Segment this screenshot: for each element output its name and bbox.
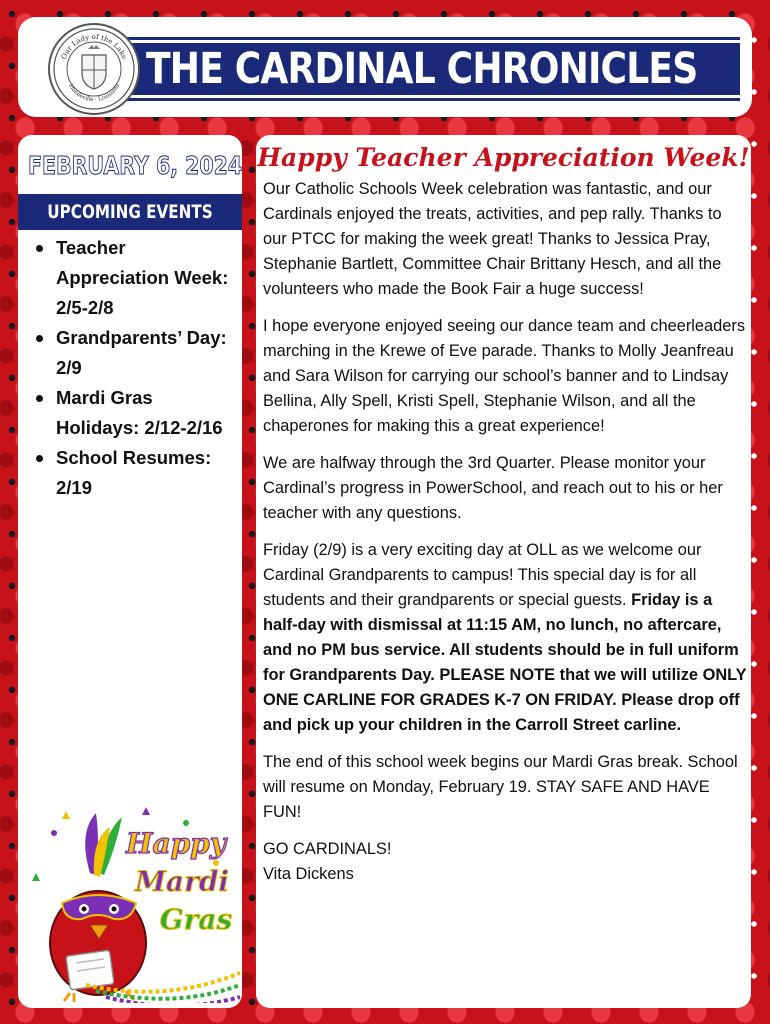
signature: Vita Dickens <box>263 865 354 883</box>
masthead-stripe-bottom <box>78 98 740 101</box>
mardi-text-happy: Happy <box>125 827 227 860</box>
event-item: Grandparents’ Day: 2/9 <box>34 323 238 383</box>
event-item: Mardi Gras Holidays: 2/12-2/16 <box>34 383 238 443</box>
closing-block <box>263 837 747 887</box>
closing-line: GO CARDINALS! <box>263 840 392 858</box>
paragraph-third-quarter: We are halfway through the 3rd Quarter. Please monitor your Cardinal’s progress in PowerSchool, and reach out to his or her teacher with any questions. <box>263 454 723 522</box>
main-article <box>256 135 751 1008</box>
seal-emblem-icon <box>50 25 138 113</box>
sidebar-panel <box>18 135 242 1008</box>
mardi-gras-cardinal-illustration <box>26 803 242 1003</box>
paragraph-grandparents-day <box>263 538 747 738</box>
newsletter-title: THE CARDINAL CHRONICLES <box>146 44 698 94</box>
seal-text-top: Our Lady of the Lake <box>59 32 129 61</box>
paragraph-mardi-gras-break: The end of this school week begins our Mardi Gras break. School will resume on Monday, February 19. STAY SAFE AND HAVE FUN! <box>263 753 738 821</box>
events-heading: UPCOMING EVENTS <box>47 201 213 223</box>
paragraph-catholic-schools-week: Our Catholic Schools Week celebration was fantastic, and our Cardinals enjoyed the treats, activities, and pep rally. Thanks to our PTCC for making the week great! Thanks to Jessica Pray, Stephanie Bartlett, Committee Chair Brittany Hesch, and all the volunteers who made the Book Fair a huge success! <box>263 180 722 298</box>
school-seal-logo <box>48 23 140 115</box>
grandparents-day-intro: Friday (2/9) is a very exciting day at OLL as we welcome our Cardinal Grandparents to campus! This special day is for all students and their grandparents or special guests. <box>263 541 702 609</box>
event-item: Teacher Appreciation Week: 2/5-2/8 <box>34 233 238 323</box>
paragraph-krewe-of-eve: I hope everyone enjoyed seeing our dance team and cheerleaders marching in the Krewe of Eve parade. Thanks to Molly Jeanfreau and Sara Wilson for carrying our school’s banner and to Lindsay Bellina, Ally Spell, Kristi Spell, Stephanie Wilson, and all the chaperones for making this a great experience! <box>263 317 746 435</box>
events-list <box>34 233 238 503</box>
masthead <box>18 17 752 117</box>
article-headline: Happy Teacher Appreciation Week! <box>257 143 750 172</box>
masthead-stripe-top <box>78 37 740 40</box>
issue-date: FEBRUARY 6, 2024 <box>28 151 242 180</box>
mardi-text-gras: Gras <box>159 903 233 936</box>
article-body <box>263 177 747 887</box>
seal-text-bottom: Mandeville · Louisiana <box>66 82 122 104</box>
mardi-text-mardi: Mardi <box>134 865 230 898</box>
event-item: School Resumes: 2/19 <box>34 443 238 503</box>
grandparents-day-notice: Friday is a half-day with dismissal at 11:15 AM, no lunch, no aftercare, and no PM bus service. All students should be in full uniform for Grandparents Day. PLEASE NOTE that we will utilize ONLY ONE CARLINE FOR GRADES K-7 ON FRIDAY. Please drop off and pick up your children in the Carroll Street carline. <box>263 591 747 734</box>
